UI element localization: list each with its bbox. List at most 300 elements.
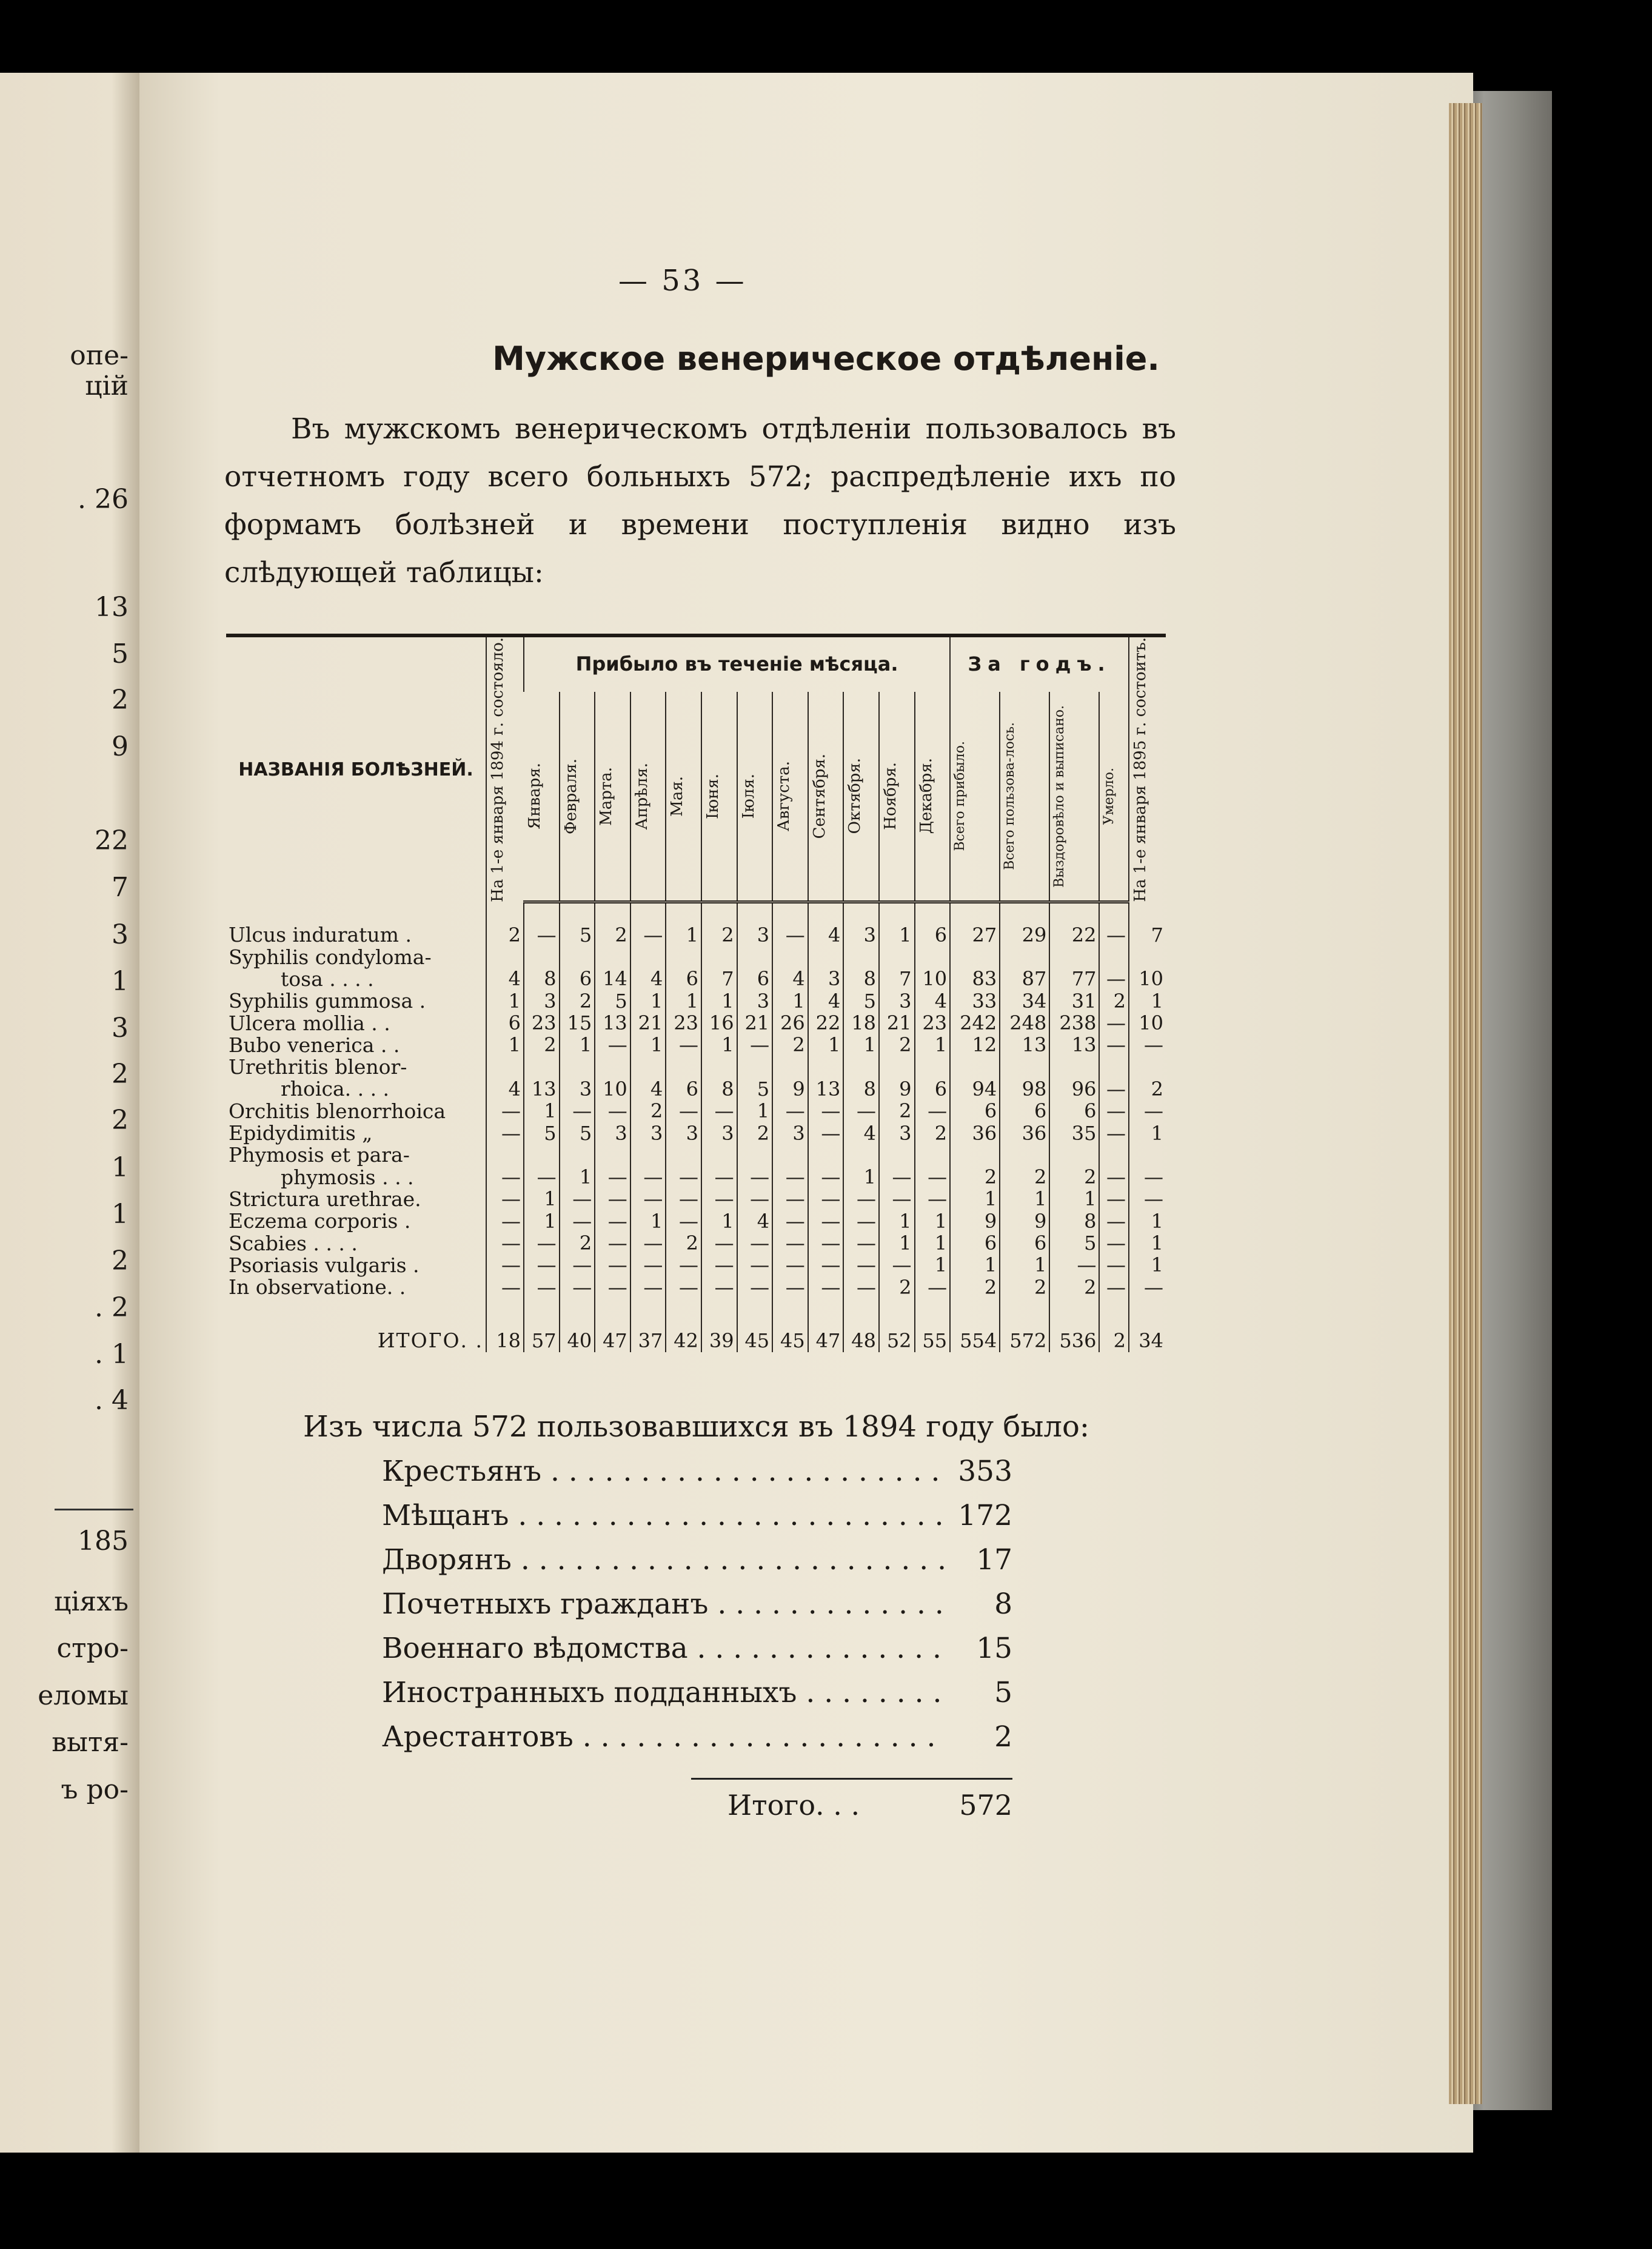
table-cell: 1 [1049,1188,1099,1210]
left-page-fragment: вытя- [52,1727,129,1758]
row-name: Bubo venerica . . [229,1033,400,1057]
table-cell [1000,947,1049,968]
table-cell: — [1099,1078,1129,1100]
row-name: tosa . . . . [281,967,374,991]
table-cell: 5 [560,1122,595,1144]
table-cell: 1 [879,1210,915,1232]
table-cell: 2 [1129,1078,1166,1100]
table-cell [1049,1056,1099,1078]
table-row [226,1233,1166,1255]
table-row [226,1188,1166,1210]
table-cell: — [666,1210,701,1232]
table-cell: 3 [737,924,773,946]
table-cell: 8 [843,1078,879,1100]
table-cell: 13 [808,1078,844,1100]
row-name: Strictura urethrae. [229,1187,421,1211]
intro-paragraph: Въ мужскомъ венерическомъ отдѣленіи пользовалось въ отчетномъ году всего больныхъ 572; распредѣленіе ихъ по формамъ болѣзней и времени поступленія видно изъ слѣдующей таблицы: [224,412,1176,589]
table-cell: 2 [879,1276,915,1298]
table-cell: — [666,1255,701,1276]
table-spacer [226,902,1166,925]
table-cell: — [595,1101,630,1122]
table-cell: 6 [1049,1101,1099,1122]
table-cell: 2 [1099,1319,1129,1352]
column-header-month: Іюня. [701,692,737,902]
table-cell [1099,1056,1129,1078]
table-cell: 47 [808,1319,844,1352]
table-cell: 1 [524,1210,560,1232]
table-cell [737,1056,773,1078]
table-cell: 77 [1049,968,1099,990]
table-cell: 3 [524,990,560,1012]
table-cell: — [1099,1101,1129,1122]
table-cell: — [737,1034,773,1056]
table-cell: — [1129,1101,1166,1122]
summary-row [382,1538,1012,1582]
table-cell: — [808,1188,844,1210]
left-page-fragment: 2 [112,685,129,716]
summary-label: Мѣщанъ . . . [382,1499,946,1532]
table-cell: — [630,1167,666,1188]
summary-label: Иностранныхъ подданныхъ . . . [382,1676,946,1709]
table-cell: 21 [737,1013,773,1034]
table-cell: 1 [843,1167,879,1188]
left-page-fragment: 13 [95,592,129,623]
table-cell: 3 [737,990,773,1012]
table-cell: 34 [1000,990,1049,1012]
table-cell: 1 [1129,1210,1166,1232]
table-cell: 2 [1049,1167,1099,1188]
table-cell: 5 [737,1078,773,1100]
table-cell: — [737,1276,773,1298]
table-cell: 10 [1129,1013,1166,1034]
left-page-fragment: 1 [112,966,129,997]
table-cell [1129,947,1166,968]
table-cell: — [666,1188,701,1210]
table-row [226,1122,1166,1144]
table-cell: — [595,1188,630,1210]
table-cell: 10 [915,968,951,990]
table-cell [1000,1144,1049,1166]
table-cell: 5 [843,990,879,1012]
summary-label: Дворянъ . . . [382,1543,946,1577]
table-cell: — [737,1233,773,1255]
table-cell: 1 [915,1233,951,1255]
table-cell [486,1056,524,1078]
table-cell: 9 [879,1078,915,1100]
column-header-month: Февраля. [560,692,595,902]
table-cell: 21 [630,1013,666,1034]
table-row [226,924,1166,946]
row-name: Ulcera mollia . . [229,1011,390,1035]
column-group-months: Прибыло въ теченіе мѣсяца. [524,635,950,692]
table-cell: — [808,1101,844,1122]
table-cell: 1 [701,1034,737,1056]
table-row [226,1078,1166,1100]
table-cell: — [701,1255,737,1276]
table-cell: 8 [524,968,560,990]
left-page-fragment: еломы [38,1680,129,1711]
table-cell: 48 [843,1319,879,1352]
table-cell: 242 [950,1013,1000,1034]
left-page-fragment: ъ ро- [61,1774,129,1805]
table-cell: — [630,1276,666,1298]
table-cell: — [524,924,560,946]
table-cell [595,1056,630,1078]
table-cell: — [524,1255,560,1276]
summary-value: 17 [976,1543,1012,1577]
summary-value: 5 [994,1676,1012,1709]
row-name: Scabies . . . . [229,1231,358,1255]
table-cell: — [843,1101,879,1122]
summary-heading: Изъ числа 572 пользовавшихся въ 1894 году было: [303,1410,1090,1444]
table-cell: 1 [915,1255,951,1276]
table-cell: 37 [630,1319,666,1352]
table-cell: 1 [630,1210,666,1232]
table-cell: — [666,1276,701,1298]
table-cell [879,1144,915,1166]
table-cell: 6 [950,1233,1000,1255]
column-header-end: На 1-е января 1895 г. состоитъ. [1129,635,1166,902]
table-cell: — [843,1255,879,1276]
table-row [226,1101,1166,1122]
table-cell: 23 [666,1013,701,1034]
table-cell: 1 [808,1034,844,1056]
table-cell: 23 [915,1013,951,1034]
table-cell: — [486,1233,524,1255]
table-cell: 13 [595,1013,630,1034]
summary-label: Арестантовъ . . . [382,1720,946,1754]
table-cell: 36 [950,1122,1000,1144]
table-cell: — [595,1255,630,1276]
row-name: rhoica. . . . [281,1077,390,1101]
table-cell: 3 [666,1122,701,1144]
table-cell: — [772,924,808,946]
table-cell [1049,947,1099,968]
table-cell [486,1144,524,1166]
table-cell: — [772,1101,808,1122]
column-header-month: Августа. [772,692,808,902]
left-page-fragment: 9 [112,731,129,762]
table-cell: 31 [1049,990,1099,1012]
table-cell: — [808,1122,844,1144]
table-cell: 57 [524,1319,560,1352]
table-cell: 1 [950,1255,1000,1276]
table-cell: 1 [879,1233,915,1255]
summary-value: 353 [958,1455,1012,1488]
left-page-fragment: 3 [112,1013,129,1044]
table-cell: — [666,1167,701,1188]
table-cell [915,1056,951,1078]
table-cell [524,1056,560,1078]
left-page-fragment: опе- [70,340,129,371]
table-cell: — [486,1255,524,1276]
table-cell: 10 [595,1078,630,1100]
table-cell: — [1099,1233,1129,1255]
table-cell: — [1099,1034,1129,1056]
summary-value: 2 [994,1720,1012,1754]
table-cell: 2 [486,924,524,946]
table-cell: 2 [1000,1167,1049,1188]
table-cell [772,1056,808,1078]
table-cell: 10 [1129,968,1166,990]
table-cell: — [808,1276,844,1298]
table-cell: 238 [1049,1013,1099,1034]
left-page-fragment: 5 [112,639,129,669]
table-cell: 33 [950,990,1000,1012]
left-page-rule [55,1509,133,1510]
column-header-month: Октября. [843,692,879,902]
table-cell: 1 [486,990,524,1012]
table-cell [1099,1144,1129,1166]
table-cell: 2 [879,1101,915,1122]
table-cell: 1 [701,1210,737,1232]
table-cell: 3 [701,1122,737,1144]
table-cell: 6 [1000,1233,1049,1255]
left-page-fragment: 2 [112,1245,129,1276]
page-number: — 53 — [618,264,747,298]
column-header-month: Апрѣля. [630,692,666,902]
table-cell: — [1099,1122,1129,1144]
table-cell: — [737,1167,773,1188]
left-page-fragment: 2 [112,1059,129,1090]
table-cell [808,1144,844,1166]
summary-rule [691,1778,1012,1780]
table-row [226,1144,1166,1166]
table-cell: 5 [524,1122,560,1144]
table-cell: 4 [808,990,844,1012]
table-cell: — [560,1188,595,1210]
table-cell: — [595,1034,630,1056]
table-cell: — [772,1276,808,1298]
table-cell: — [843,1210,879,1232]
table-cell: — [915,1101,951,1122]
table-cell: — [843,1276,879,1298]
table-cell: 22 [808,1013,844,1034]
table-cell: — [486,1188,524,1210]
left-page-fragment: стро- [56,1633,129,1664]
table-cell [1049,1144,1099,1166]
table-cell: 6 [666,968,701,990]
table-cell: 4 [630,1078,666,1100]
table-cell: — [486,1122,524,1144]
table-cell: 4 [843,1122,879,1144]
table-cell: — [560,1101,595,1122]
summary-row [382,1671,1012,1715]
table-cell: — [772,1167,808,1188]
table-cell: 96 [1049,1078,1099,1100]
table-cell [1129,1056,1166,1078]
table-cell [843,947,879,968]
table-cell: 6 [666,1078,701,1100]
table-cell: 22 [1049,924,1099,946]
table-cell: 7 [1129,924,1166,946]
table-cell: — [595,1167,630,1188]
row-name: Syphilis gummosa . [229,989,426,1013]
column-header-month: Мая. [666,692,701,902]
table-cell: 13 [1049,1034,1099,1056]
table-cell [950,947,1000,968]
table-cell: — [843,1188,879,1210]
table-cell: 39 [701,1319,737,1352]
table-cell [808,947,844,968]
table-cell: 3 [772,1122,808,1144]
table-cell [560,1056,595,1078]
left-page-fragment: ціяхъ [54,1586,129,1617]
table-cell [737,1144,773,1166]
table-cell: — [1129,1034,1166,1056]
table-cell: 4 [486,968,524,990]
table-cell: 248 [1000,1013,1049,1034]
column-header-year: Умерло. [1099,692,1129,902]
table-cell: — [560,1255,595,1276]
row-name: Syphilis condyloma- [229,945,432,969]
row-name: Eczema corporis . [229,1209,411,1233]
table-cell: 3 [879,990,915,1012]
table-cell: 3 [808,968,844,990]
table-cell: 3 [595,1122,630,1144]
table-cell: — [524,1233,560,1255]
table-cell: — [915,1167,951,1188]
table-row [226,1167,1166,1188]
table-cell: — [879,1188,915,1210]
table-cell: 1 [524,1188,560,1210]
table-cell: 2 [1000,1276,1049,1298]
table-cell: 1 [843,1034,879,1056]
table-cell: 1 [1000,1188,1049,1210]
table-cell: 1 [1129,1255,1166,1276]
table-cell: — [486,1101,524,1122]
table-cell: — [808,1233,844,1255]
table-cell: — [1049,1255,1099,1276]
table-cell: 18 [486,1319,524,1352]
table-cell: 2 [524,1034,560,1056]
table-cell [630,1056,666,1078]
table-cell: — [1129,1276,1166,1298]
table-row [226,968,1166,990]
table-cell: — [630,1233,666,1255]
table-cell: — [808,1255,844,1276]
table-cell [560,947,595,968]
summary-row [382,1715,1012,1759]
table-cell: — [630,924,666,946]
column-header-month: Марта. [595,692,630,902]
table-cell: — [701,1233,737,1255]
table-cell [701,947,737,968]
table-cell [1129,1144,1166,1166]
table-cell: 16 [701,1013,737,1034]
table-cell: 36 [1000,1122,1049,1144]
table-cell: 8 [843,968,879,990]
table-cell: — [560,1210,595,1232]
table-cell [808,1056,844,1078]
table-cell: — [1099,1013,1129,1034]
table-cell: 1 [666,990,701,1012]
table-row [226,1255,1166,1276]
disease-table [226,634,1166,1352]
column-header-year: Всего пользова-лось. [1000,692,1049,902]
table-cell [524,1144,560,1166]
table-cell: 15 [560,1013,595,1034]
row-name: Psoriasis vulgaris . [229,1253,420,1277]
table-cell: 1 [560,1034,595,1056]
table-cell: — [524,1276,560,1298]
table-cell: 45 [737,1319,773,1352]
table-cell: 2 [950,1167,1000,1188]
table-cell: 572 [1000,1319,1049,1352]
column-header-month: Января. [524,692,560,902]
table-cell: — [879,1167,915,1188]
table-cell: 3 [560,1078,595,1100]
table-cell: 55 [915,1319,951,1352]
table-cell [879,1056,915,1078]
summary-row [382,1493,1012,1538]
table-cell: 87 [1000,968,1049,990]
table-cell: 1 [1000,1255,1049,1276]
left-page-fragment: 7 [112,872,129,903]
table-cell: 536 [1049,1319,1099,1352]
table-cell: 1 [879,924,915,946]
table-cell [879,947,915,968]
column-group-year: За годъ. [950,635,1129,692]
table-cell: 34 [1129,1319,1166,1352]
table-cell: 2 [737,1122,773,1144]
table-cell: 1 [1129,1233,1166,1255]
table-cell: 26 [772,1013,808,1034]
table-cell: — [595,1210,630,1232]
table-cell [915,947,951,968]
table-cell: — [879,1255,915,1276]
table-cell: 45 [772,1319,808,1352]
table-cell: 14 [595,968,630,990]
table-cell [737,947,773,968]
table-cell [843,1056,879,1078]
left-page-fragment: . 2 [95,1292,129,1323]
table-cell: 52 [879,1319,915,1352]
column-header-year: Всего прибыло. [950,692,1000,902]
table-cell [701,1056,737,1078]
column-header-month: Сентября. [808,692,844,902]
summary-list [382,1449,1012,1759]
table-cell: 1 [772,990,808,1012]
left-page-fragment: 185 [78,1526,129,1557]
table-cell: — [1099,1276,1129,1298]
table-cell: 6 [486,1013,524,1034]
table-cell: — [560,1276,595,1298]
table-cell: — [1099,1255,1129,1276]
table-cell [666,1056,701,1078]
table-cell: — [486,1210,524,1232]
summary-value: 15 [976,1632,1012,1665]
table-cell: 40 [560,1319,595,1352]
table-cell: — [1129,1167,1166,1188]
table-cell: — [701,1188,737,1210]
table-cell [595,947,630,968]
table-cell: — [701,1167,737,1188]
table-cell: 2 [915,1122,951,1144]
summary-row [382,1449,1012,1493]
table-cell: 5 [1049,1233,1099,1255]
table-cell: 6 [950,1101,1000,1122]
table-cell: 2 [560,1233,595,1255]
row-name: ИТОГО. . [377,1329,483,1353]
table-cell: 6 [1000,1101,1049,1122]
table-cell: 1 [915,1210,951,1232]
table-cell: 9 [772,1078,808,1100]
summary-label: Военнаго вѣдомства . . . [382,1632,946,1665]
table-row [226,1319,1166,1352]
table-cell: 1 [950,1188,1000,1210]
table-cell: 2 [879,1034,915,1056]
